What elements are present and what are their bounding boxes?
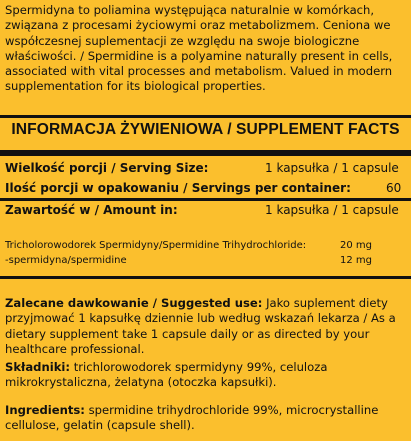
ingredients-paragraph <box>5 403 409 434</box>
suggested-use-paragraph <box>5 296 409 357</box>
ingredients-text: spermidine trihydrochloride 99%, microcrystalline cellulose, gelatin (capsule shell). <box>5 403 379 433</box>
amount-in-label: Zawartość w / Amount in: <box>5 203 178 217</box>
ingredients-divider <box>0 276 411 279</box>
intro-paragraph: Spermidyna to poliamina występująca naturalnie w komórkach, związana z procesami życiowymi oraz metabolizmem. Ceniona we współczesnej suplementacji ze względu na swoje biologiczne właściwości. / Spermidine is a polyamine naturally present in cells, associated with vital processes and metabolism. Valued in modern supplementation for its biological properties. <box>5 3 393 94</box>
servings-per-container-label: Ilość porcji w opakowaniu / Servings per container: <box>5 181 351 195</box>
ingredient-amount: 20 mg <box>340 240 372 251</box>
top-divider <box>0 115 411 118</box>
ingredients-label: Ingredients: <box>5 403 85 417</box>
header-thick-divider <box>0 150 411 156</box>
sklad-paragraph <box>5 360 409 391</box>
ingredient-row <box>5 240 405 251</box>
ingredient-name: Tricholorowodorek Spermidyny/Spermidine Trihydrochloride: <box>5 240 307 251</box>
serving-size-value: 1 kapsułka / 1 capsule <box>265 161 399 175</box>
ingredient-amount: 12 mg <box>340 255 372 266</box>
amount-in-value: 1 kapsułka / 1 capsule <box>265 203 399 217</box>
supplement-facts-header: INFORMACJA ŻYWIENIOWA / SUPPLEMENT FACTS <box>11 121 400 138</box>
sklad-label: Składniki: <box>5 360 71 374</box>
ingredient-name: -spermidyna/spermidine <box>5 255 127 266</box>
suggested-use-label: Zalecane dawkowanie / Suggested use: <box>5 296 263 310</box>
serving-divider <box>0 198 411 201</box>
ingredient-row <box>5 255 405 266</box>
sklad-text: trichlorowodorek spermidyny 99%, celuloza mikrokrystaliczna, żelatyna (otoczka kapsułki). <box>5 360 328 390</box>
serving-size-label: Wielkość porcji / Serving Size: <box>5 161 209 175</box>
servings-per-container-value: 60 <box>386 181 402 195</box>
suggested-use-text: Jako suplement diety przyjmować 1 kapsułkę dziennie lub według wskazań lekarza / As a dietary supplement take 1 capsule daily or as directed by your healthcare professional. <box>5 296 396 356</box>
